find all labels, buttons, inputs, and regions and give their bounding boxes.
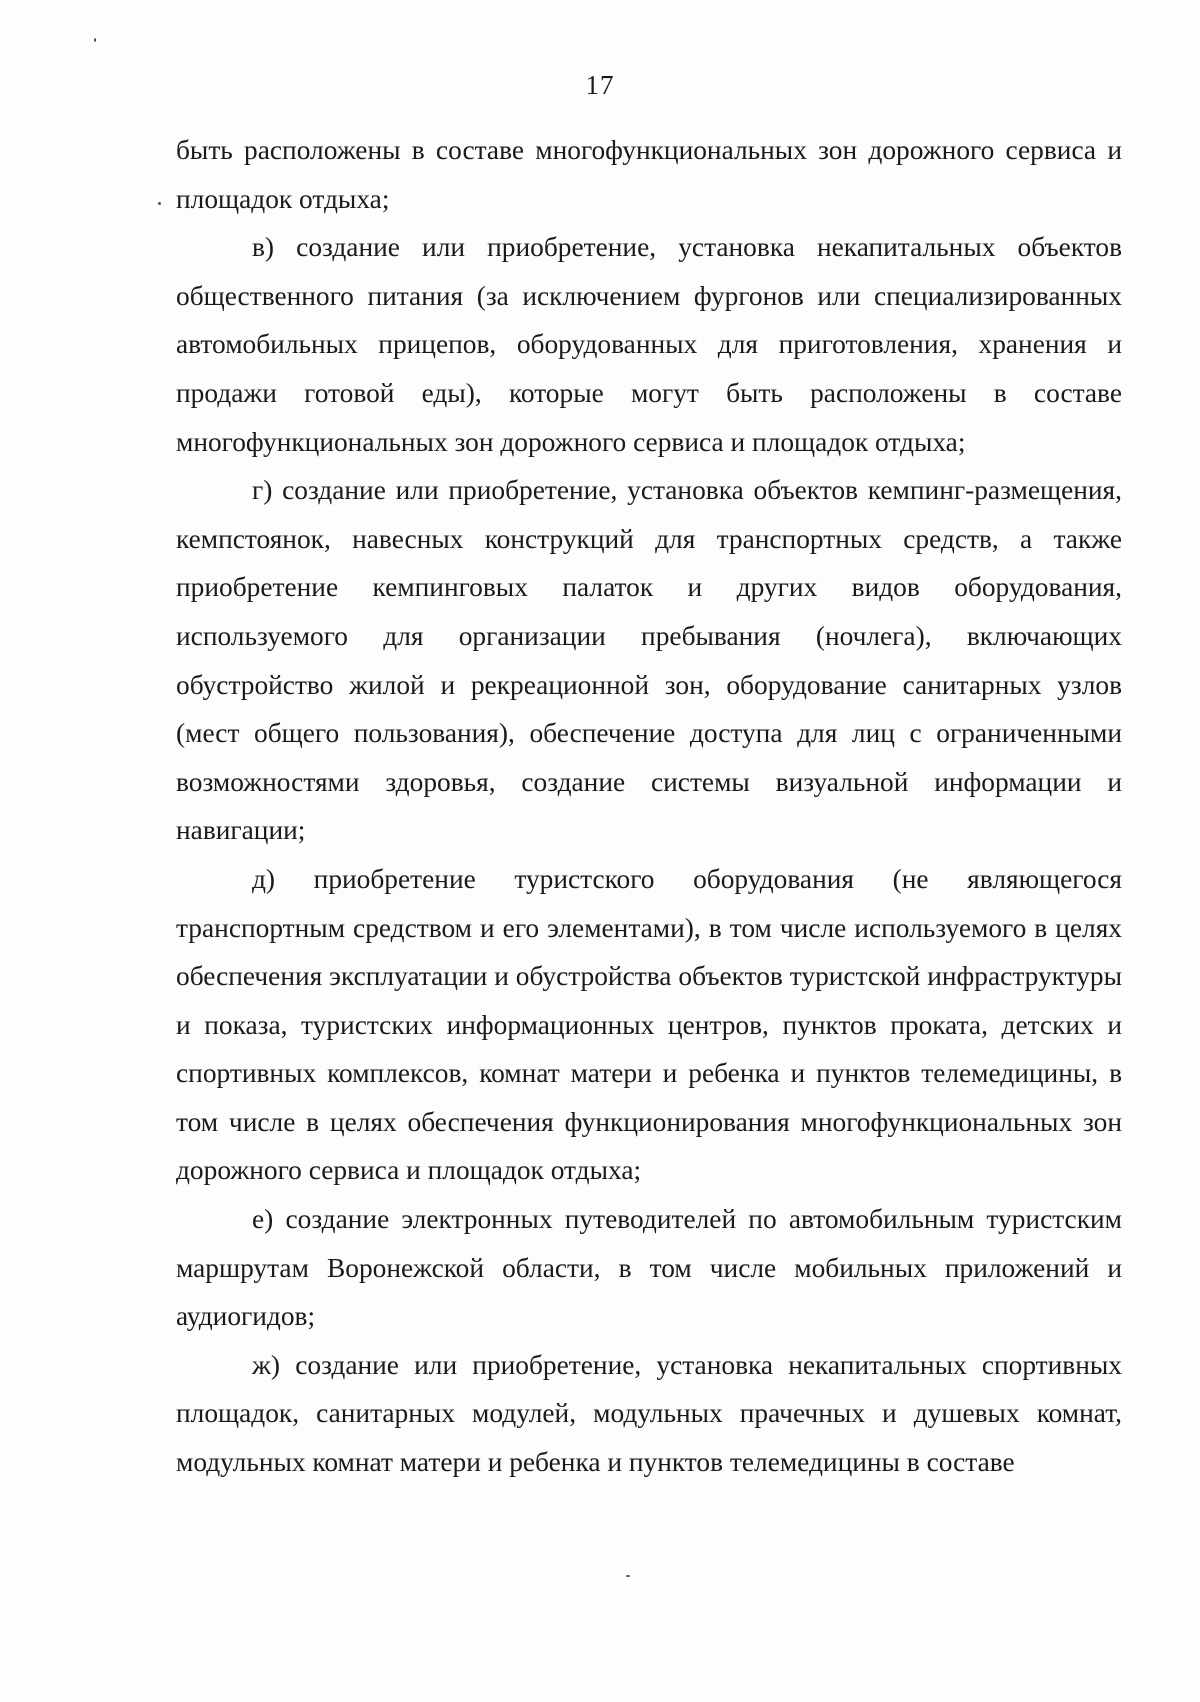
scan-speck (158, 202, 161, 205)
paragraph-item-d: д) приобретение туристского оборудования (не являющегося транспортным средством и его элементами), в том числе используемого в целях обеспечения эксплуатации и обустройства объектов туристской инфраструктуры и показа, туристских информационных центров, пунктов проката, детских и спортивных комплексов, комнат матери и ребенка и пунктов телемедицины, в том числе в целях обеспечения функционирования многофункциональных зон дорожного сервиса и площадок отдыха; (176, 863, 1122, 1186)
paragraph-continuation: быть расположены в составе многофункциональных зон дорожного сервиса и площадок отдыха; (176, 135, 1122, 214)
paragraph-item-zh: ж) создание или приобретение, установка некапитальных спортивных площадок, санитарных модулей, модульных прачечных и душевых комнат, модульных комнат матери и ребенка и пунктов телемедицины в составе (176, 1349, 1122, 1478)
paragraph-item-e: е) создание электронных путеводителей по автомобильным туристским маршрутам Воронежской области, в том числе мобильных приложений и аудиогидов; (176, 1204, 1122, 1332)
paragraph-item-v: в) создание или приобретение, установка некапитальных объектов общественного питания (за исключением фургонов или специализированных автомобильных прицепов, оборудованных для приготовления, хранения и продажи готовой еды), которые могут быть расположены в составе многофункциональных зон дорожного сервиса и площадок отдыха; (176, 232, 1122, 457)
paragraph-item-g: г) создание или приобретение, установка объектов кемпинг-размещения, кемпстоянок, навесных конструкций для транспортных средств, а также приобретение кемпинговых палаток и других видов оборудования, используемого для организации пребывания (ночлега), включающих обустройство жилой и рекреационной зон, оборудование санитарных узлов (мест общего пользования), обеспечение доступа для лиц с ограниченными возможностями здоровья, создание системы визуальной информации и навигации; (176, 475, 1122, 846)
page-number: 17 (585, 70, 615, 100)
scan-speck (626, 1575, 630, 1577)
scan-speck (94, 38, 96, 42)
document-body (176, 126, 1122, 1487)
